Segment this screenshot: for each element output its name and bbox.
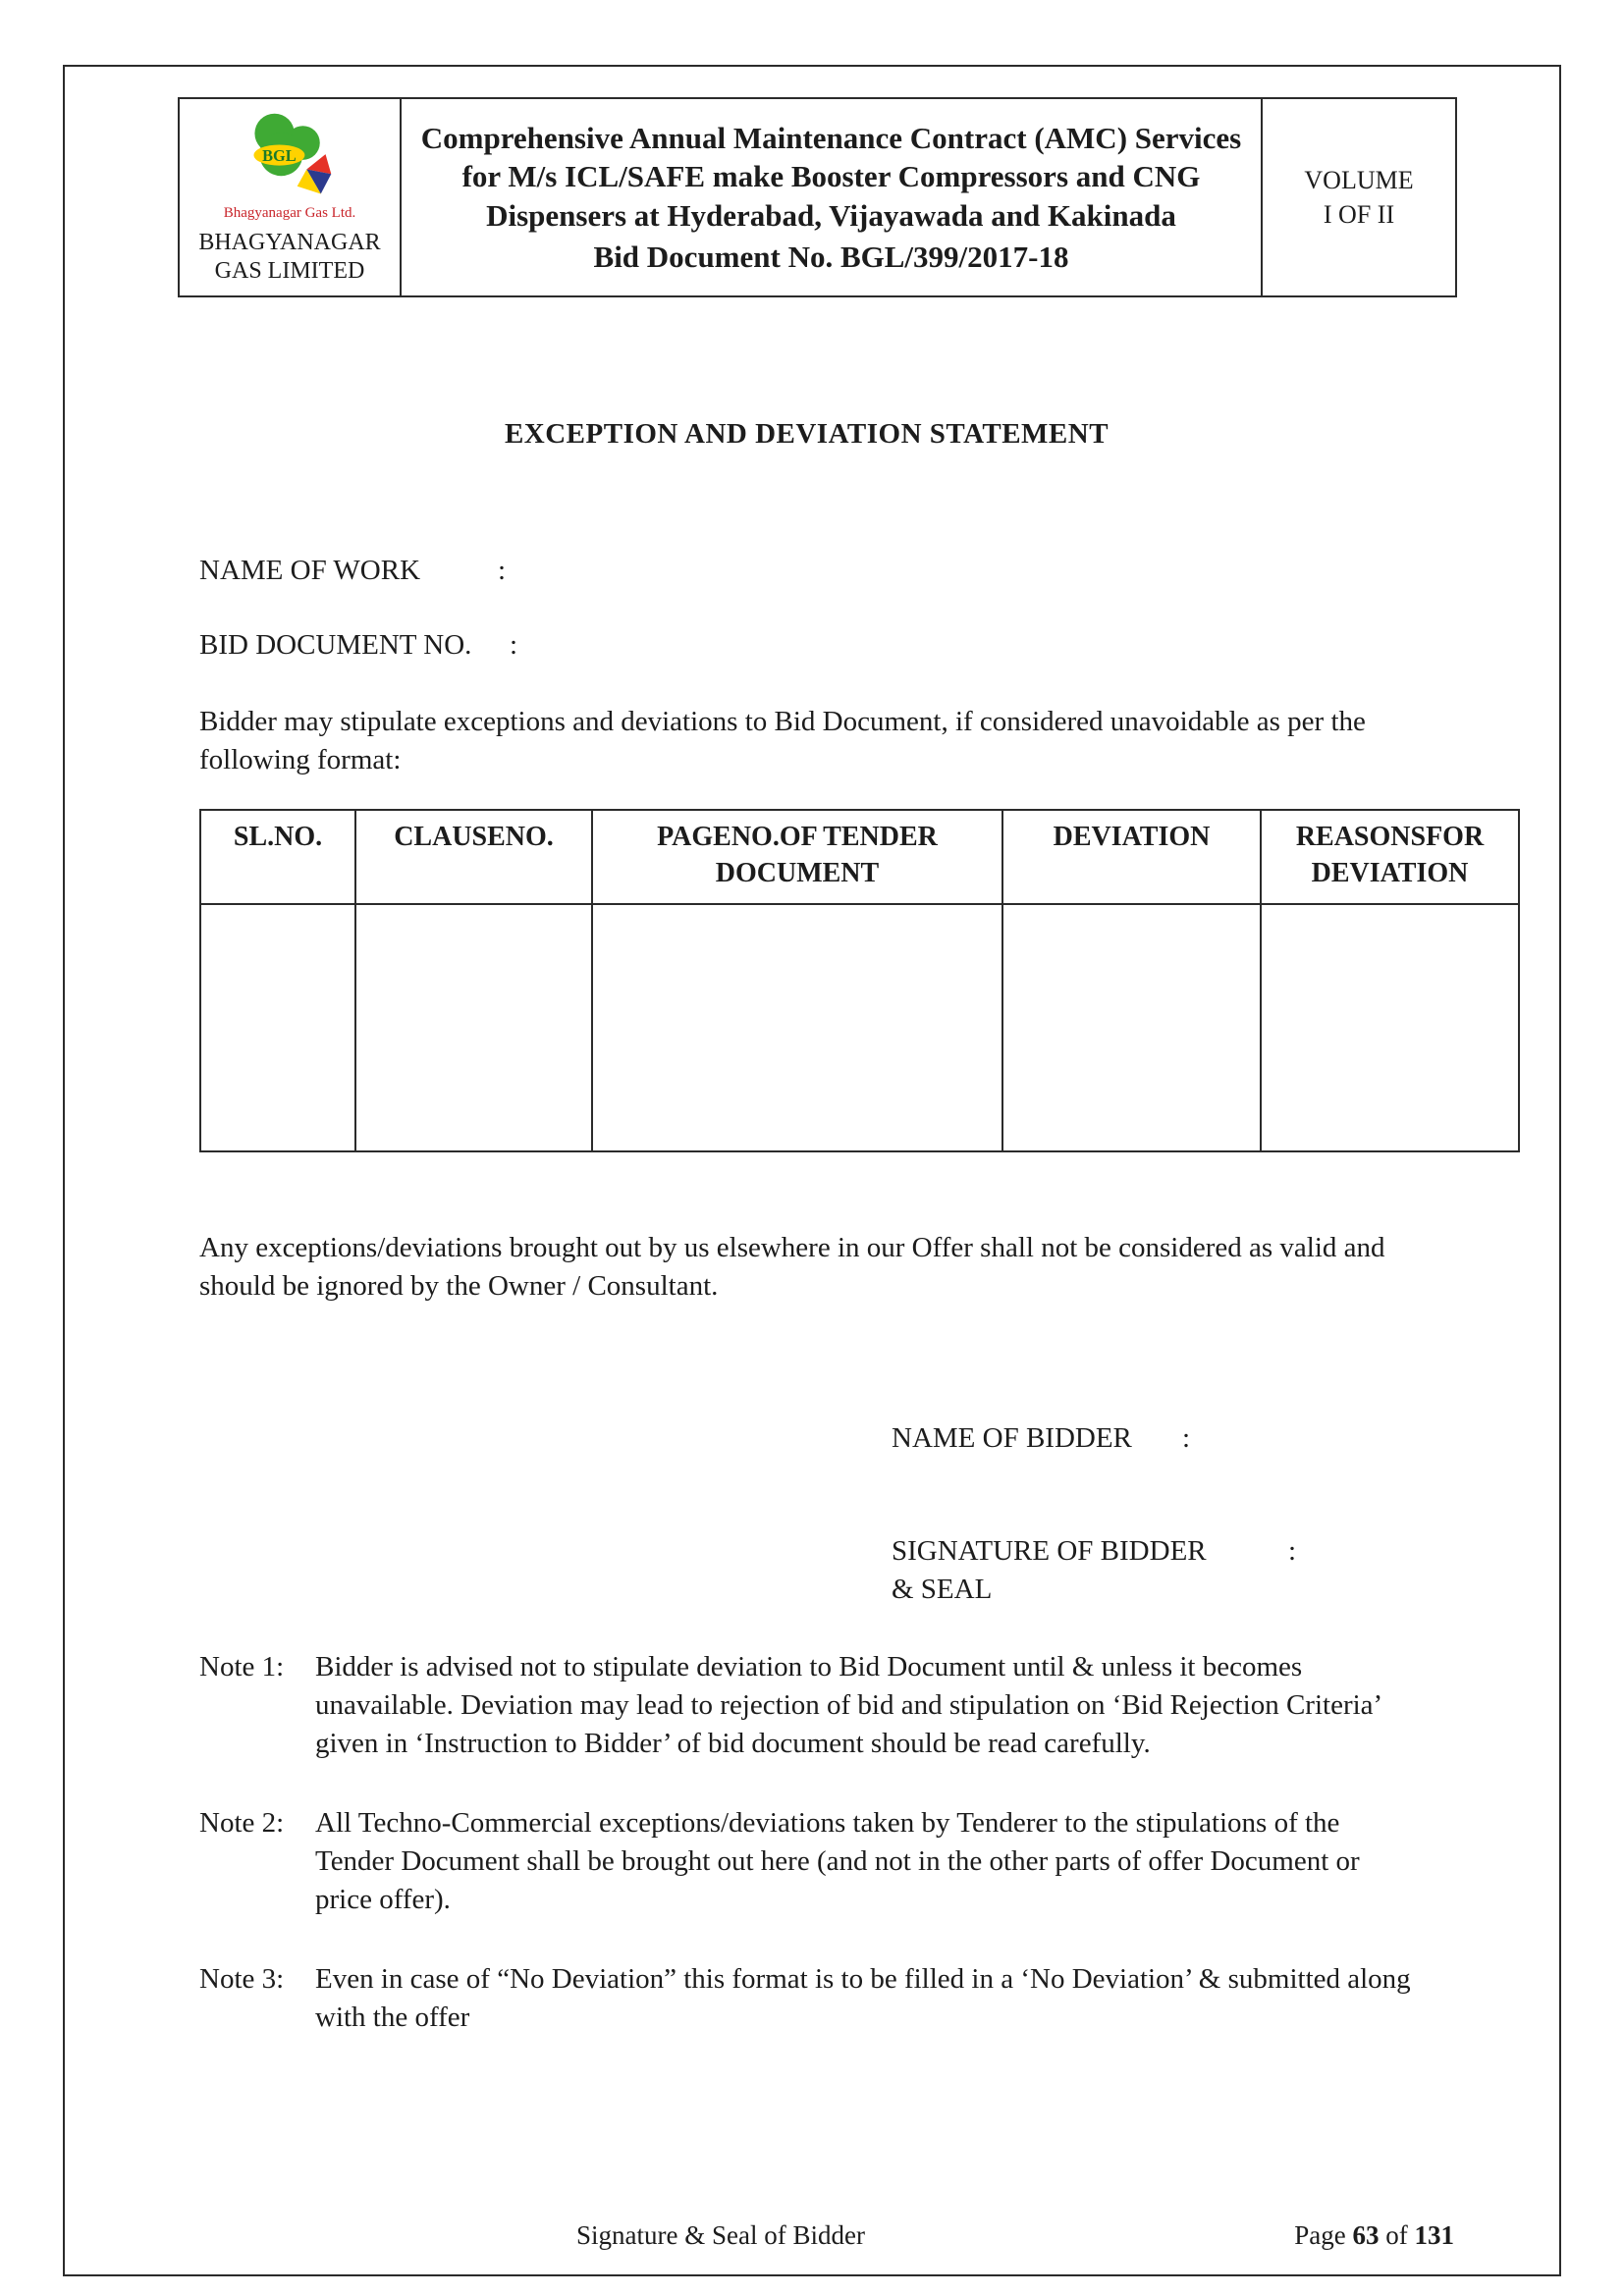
page-border <box>63 65 1561 2276</box>
volume-line1: VOLUME <box>1304 165 1414 194</box>
header-table <box>178 97 1457 297</box>
volume-cell <box>1262 98 1456 296</box>
colon: : <box>498 555 507 587</box>
notes-section <box>199 1648 1414 2037</box>
org-name-line1: BHAGYANAGAR <box>198 229 381 255</box>
name-of-bidder-label: NAME OF BIDDER <box>892 1422 1132 1455</box>
volume-line2: I OF II <box>1323 200 1395 230</box>
header-row <box>179 98 1456 296</box>
note-2-label: Note 2: <box>199 1807 285 1840</box>
document-title: Comprehensive Annual Maintenance Contract (AMC) Services for M/s ICL/SAFE make Booster Compressors and CNG Dispensers at Hyderabad, Vijayawada and Kakinada <box>420 120 1242 234</box>
page-content <box>65 415 1559 2037</box>
col-header-slno: SL.NO. <box>200 810 355 904</box>
deviation-table-empty-row <box>200 904 1519 1151</box>
signature-of-bidder-row <box>892 1532 1414 1571</box>
footer-page-number: 63 <box>1352 2220 1380 2250</box>
deviation-table-header-row <box>200 810 1519 904</box>
note-2-text: All Techno-Commercial exceptions/deviations taken by Tenderer to the stipulations of the Tender Document shall be brought out here (and not in the other parts of offer Document or price offer). <box>315 1807 1360 1916</box>
bid-document-number: Bid Document No. BGL/399/2017-18 <box>593 239 1069 274</box>
col-header-deviation: DEVIATION <box>1002 810 1261 904</box>
bgl-logo-icon <box>227 107 352 205</box>
table-cell-empty <box>200 904 355 1151</box>
signature-of-bidder-label: SIGNATURE OF BIDDER <box>892 1535 1207 1568</box>
bid-document-row <box>199 626 1414 665</box>
deviation-table <box>199 809 1520 1152</box>
table-cell-empty <box>1002 904 1261 1151</box>
note-1-label: Note 1: <box>199 1651 285 1683</box>
footer-signature-text: Signature & Seal of Bidder <box>576 2220 865 2250</box>
col-header-clauseno: CLAUSENO. <box>355 810 592 904</box>
header-title-cell <box>401 98 1262 296</box>
table-cell-empty <box>355 904 592 1151</box>
disclaimer-paragraph: Any exceptions/deviations brought out by us elsewhere in our Offer shall not be considered as valid and should be ignored by the Owner / Consultant. <box>199 1232 1385 1303</box>
table-cell-empty <box>592 904 1002 1151</box>
seal-label: & SEAL <box>892 1574 993 1606</box>
col-header-reasons: REASONSFOR DEVIATION <box>1261 810 1519 904</box>
name-of-bidder-row <box>892 1419 1414 1458</box>
table-cell-empty <box>1261 904 1519 1151</box>
note-2 <box>199 1804 1414 1919</box>
note-3 <box>199 1960 1414 2037</box>
logo-bgl-text: BGL <box>262 145 297 165</box>
note-3-text: Even in case of “No Deviation” this format is to be filled in a ‘No Deviation’ & submitted along with the offer <box>315 1963 1411 2034</box>
org-name-line2: GAS LIMITED <box>214 257 365 284</box>
note-1-text: Bidder is advised not to stipulate deviation to Bid Document until & unless it becomes unavailable. Deviation may lead to rejection of bid and stipulation on ‘Bid Rejection Criteria’ given in ‘Instruction to Bidder’ of bid document should be read carefully. <box>315 1651 1381 1760</box>
colon: : <box>1182 1422 1191 1455</box>
footer-page-label: Page <box>1294 2220 1346 2250</box>
footer <box>65 2216 1559 2251</box>
colon: : <box>510 629 518 662</box>
bid-document-label: BID DOCUMENT NO. <box>199 629 472 662</box>
page-title: EXCEPTION AND DEVIATION STATEMENT <box>504 418 1110 451</box>
colon: : <box>1288 1535 1297 1568</box>
footer-page-total: 131 <box>1414 2220 1454 2250</box>
seal-row <box>892 1571 1414 1609</box>
footer-of-label: of <box>1385 2220 1408 2250</box>
note-1 <box>199 1648 1414 1763</box>
note-3-label: Note 3: <box>199 1963 285 1996</box>
bidder-block <box>892 1419 1414 1609</box>
name-of-work-label: NAME OF WORK <box>199 555 421 587</box>
org-name <box>186 229 394 287</box>
logo-caption: Bhagyanagar Gas Ltd. <box>223 205 356 221</box>
intro-paragraph: Bidder may stipulate exceptions and deviations to Bid Document, if considered unavoidable as per the following format: <box>199 706 1366 776</box>
footer-page-info <box>1294 2220 1454 2251</box>
name-of-work-row <box>199 552 1414 590</box>
logo-cell <box>179 98 401 296</box>
col-header-pageno: PAGENO.OF TENDER DOCUMENT <box>592 810 1002 904</box>
